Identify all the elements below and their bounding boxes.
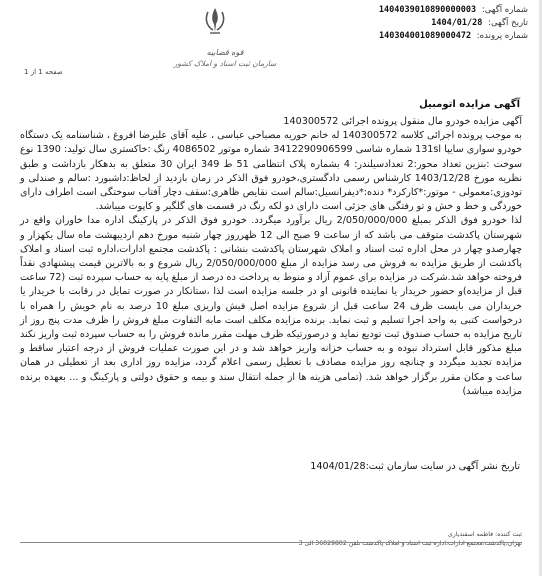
publish-date: تاریخ نشر آگهی در سایت سازمان ثبت:1404/01/28 — [310, 461, 520, 472]
body-paragraph-2: به موجب پرونده اجرائی کلاسه 140300572 له خانم حوریه مصباحی عباسی ، علیه آقای علیرضا افروغ ، شناسنامه یک دستگاه خودرو سواری سایپا 131sl شماره شاسی 3412290906599 شماره موتور 4086502 رنگ :خاکستری سال تولید: 1390 نوع سوخت :بنزین تعداد محور:2 تعدادسیلندر: 4 بشماره پلاک انتظامی 51 ط 349 ایران 30 متعلق به بدهکار بازداشت و طبق نظریه مورخ 1403/12/28 کارشناس رسمی دادگستری،خودرو فوق الذکر در زمان بازدید از لحاظ:داشبورد :سالم و صندلی و تودوزی:معمولی - موتور:*کارکرد* دنده:*دیفرانسیل:سالم است نقایص ظاهری:سقف دچار آفتاب سوختگی است اطراف دارای خوردگی و خط و خش و تو رفتگی های جزئی است دارای دو لکه رنگ در قسمت های گلگیر و کاپوت میباشد. — [20, 130, 523, 213]
file-number-row — [379, 30, 528, 43]
footer-address: تهران،پاکدشت،مجتمع ادارات،اداره ثبت اسناد و املاک پاکدشت تلفن 36029802 الی 3 — [298, 540, 522, 547]
file-number-label: شماره پرونده: — [476, 31, 528, 41]
ad-date-label: تاریخ آگهی: — [488, 18, 528, 28]
ad-number: 1404039010890000003 — [378, 5, 477, 15]
body-paragraph-3: لذا خودرو فوق الذکر بمبلغ 2/050/000/000 ریال برآورد میگردد. خودرو فوق الذکر در پارکینگ اداره مدا خاوران واقع در شهرستان پاکدشت متوقف می باشد که از ساعت 9 صبح الی 12 ظهرروز چهار شنبه مورخ دهم اردیبهشت ماه سال یکهزار و چهارصدو چهار در محل اداره ثبت اسناد و املاک شهرستان پاکدشت بنشانی : پاکدشت مجتمع ادارات،اداره ثبت اسناد و املاک پاکدشت از طریق مزایده به فروش می رسد مزایده از مبلغ 2/050/000/000 ریال شروع و به بالاترین قیمت پیشنهادی نقداً فروخته خواهد شد.شرکت در مزایده برای عموم آزاد و منوط به پرداخت ده درصد از مبلغ پایه به حساب سپرده ثبت (72 ساعت قبل از مزایده)و حضور خریدار یا نماینده قانونی او در جلسه مزایده است لذا ،ستانکار در صورت تمایل در رقابت با خریدار یا خریداران می بایست ظرف 24 ساعت قبل از شروع مزایده اصل فیش واریزی مبلغ 10 درصد به نام خویش را همراه با درخواست کتبی به واحد اجرا تسلیم و ثبت نماید. برنده مزایده مکلف است مابه التفاوت مبلغ فروش را ظرف مدت پنج روز از تاریخ مزایده به حساب صندوق ثبت تودیع نماید و درصورتیکه ظرف مهلت مقرر مانده فروش را به حساب سپرده ثبت واریز نکند مبلغ مذکور قابل استرداد نبوده و به حساب خزانه واریز خواهد شد و در این صورت عملیات فروش از درجه اعتبار ساقط و مزایده تجدید میگردد و چنانچه روز مزایده مصادف با تعطیل رسمی اعلام گردد، مزایده روز اداری بعد از تعطیلی در همان ساعت و مکان مقرر برگزار خواهد شد. (تمامی هزینه ها از جمله انتقال سند و بیمه و حقوق دولتی و پارکینگ و ... بعهده برنده مزایده میباشد) — [20, 215, 523, 397]
ad-number-label: شماره آگهی: — [481, 5, 528, 15]
iran-emblem-icon — [202, 6, 228, 36]
footer — [102, 530, 522, 548]
body-paragraph-1: آگهی مزایده خودرو مال منقول پرونده اجرائی 140300572 — [283, 116, 522, 127]
ad-number-row — [379, 4, 528, 17]
page-title: آگهی مزایده اتومبیل — [419, 99, 520, 110]
page-number: صفحه 1 از 1 — [24, 68, 63, 76]
organization-name — [150, 48, 300, 68]
ad-meta — [379, 4, 528, 43]
ad-date-row — [379, 17, 528, 30]
file-number: 140304001089000472 — [378, 31, 472, 41]
footer-registrar: ثبت کننده: فاطمه اسفندیاری — [447, 531, 522, 538]
org-line-1: قوه قضاییه — [206, 48, 244, 57]
footer-divider — [20, 542, 522, 543]
ad-body — [20, 115, 522, 399]
org-line-2: سازمان ثبت اسناد و املاک کشور — [173, 59, 277, 68]
ad-date: 1404/01/28 — [431, 18, 483, 28]
